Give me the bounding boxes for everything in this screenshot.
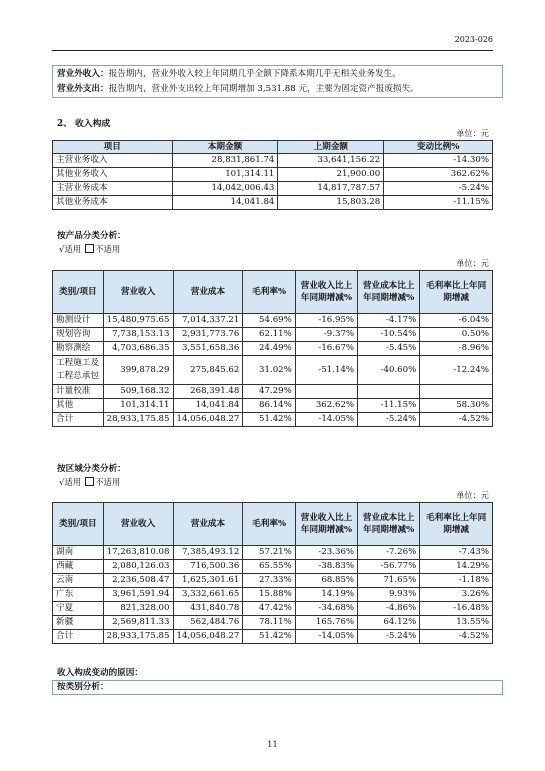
- value-cell: 28,831,861.74: [172, 154, 278, 168]
- table-header-row: [53, 141, 493, 154]
- table-row: [53, 616, 493, 630]
- value-cell: 0.50%: [420, 328, 493, 342]
- value-cell: -23.36%: [295, 546, 357, 560]
- table-row: [53, 182, 493, 196]
- column-header: 本期金额: [172, 141, 278, 154]
- value-cell: 2,080,126.03: [103, 560, 173, 574]
- value-cell: -8.96%: [420, 342, 493, 356]
- value-cell: -14.05%: [295, 413, 357, 427]
- value-cell: 21,900.00: [278, 168, 384, 182]
- value-cell: 268,391.48: [173, 385, 243, 399]
- row-label-cell: 新疆: [53, 616, 104, 630]
- value-cell: -5.24%: [358, 413, 420, 427]
- note-text: 报告期内，营业外收入较上年同期几乎全额下降系本期几乎无相关业务发生。: [108, 69, 401, 79]
- value-cell: -40.60%: [358, 356, 420, 385]
- row-label-cell: 合计: [53, 413, 104, 427]
- value-cell: 3.26%: [420, 588, 493, 602]
- unit-label: 单位：元: [456, 128, 489, 138]
- value-cell: 24.49%: [243, 342, 295, 356]
- value-cell: 2,569,811.33: [103, 616, 173, 630]
- applicability: [59, 243, 120, 255]
- row-label-cell: 规划咨询: [53, 328, 104, 342]
- unit-label: 单位：元: [456, 490, 489, 500]
- value-cell: 33,641,156.22: [278, 154, 384, 168]
- table-row: [53, 574, 493, 588]
- table-row: [53, 588, 493, 602]
- value-cell: 13.55%: [420, 616, 493, 630]
- table-row: [53, 342, 493, 356]
- row-label-cell: 勘察测绘: [53, 342, 104, 356]
- applicable-checked: √适用: [59, 244, 82, 254]
- table-row: [53, 413, 493, 427]
- value-cell: 101,314.11: [172, 168, 278, 182]
- value-cell: 7,385,493.12: [173, 546, 243, 560]
- value-cell: 65.55%: [243, 560, 295, 574]
- column-header: 项目: [53, 141, 173, 154]
- value-cell: 51.42%: [243, 413, 295, 427]
- value-cell: 28,933,175.85: [103, 413, 173, 427]
- note-label: 营业外支出：: [57, 83, 109, 94]
- value-cell: 431,840.78: [173, 602, 243, 616]
- table-row: [53, 630, 493, 644]
- applicable-checked: √适用: [59, 477, 82, 487]
- value-cell: 64.12%: [358, 616, 420, 630]
- column-header: 营业成本: [173, 271, 243, 314]
- value-cell: 86.14%: [243, 399, 295, 413]
- note-label: 营业外收入：: [57, 69, 109, 79]
- table-row: [53, 314, 493, 328]
- row-label-cell: 主营业务收入: [53, 154, 173, 168]
- table-row: [53, 399, 493, 413]
- table-row: [53, 546, 493, 560]
- value-cell: 362.62%: [295, 399, 357, 413]
- value-cell: 7,738,153.13: [103, 328, 173, 342]
- value-cell: -4.52%: [420, 413, 493, 427]
- checkbox-icon: [85, 477, 94, 486]
- table-header-row: [53, 271, 493, 314]
- value-cell: 14.29%: [420, 560, 493, 574]
- by-region-table: [52, 502, 493, 644]
- value-cell: 362.62%: [384, 168, 493, 182]
- section-by-region: 按区域分类分析：: [57, 464, 126, 474]
- column-header: 营业收入比上年同期增减%: [295, 503, 357, 546]
- value-cell: -38.83%: [295, 560, 357, 574]
- table-row: [53, 168, 493, 182]
- column-header: 变动比例%: [384, 141, 493, 154]
- value-cell: 1,625,301.61: [173, 574, 243, 588]
- value-cell: 3,961,591.94: [103, 588, 173, 602]
- value-cell: 14,041.84: [173, 399, 243, 413]
- table-header-row: [53, 503, 493, 546]
- value-cell: -5.45%: [358, 342, 420, 356]
- column-header: 营业收入比上年同期增减%: [295, 271, 357, 314]
- value-cell: 9.93%: [358, 588, 420, 602]
- row-label-cell: 计量校准: [53, 385, 104, 399]
- column-header: 毛利率比上年同期增减: [420, 271, 493, 314]
- value-cell: 62.11%: [243, 328, 295, 342]
- notes-box: [52, 65, 503, 98]
- row-label-cell: 勘测设计: [53, 314, 104, 328]
- table-row: [53, 385, 493, 399]
- value-cell: 275,845.62: [173, 356, 243, 385]
- value-cell: [420, 385, 493, 399]
- value-cell: 15,803.28: [278, 196, 384, 210]
- row-label-cell: 其他业务收入: [53, 168, 173, 182]
- value-cell: 399,878.29: [103, 356, 173, 385]
- value-cell: 54.69%: [243, 314, 295, 328]
- value-cell: 3,332,661.65: [173, 588, 243, 602]
- value-cell: -6.04%: [420, 314, 493, 328]
- value-cell: 14,042,006.43: [172, 182, 278, 196]
- value-cell: -14.05%: [295, 630, 357, 644]
- row-label-cell: 其他业务成本: [53, 196, 173, 210]
- value-cell: -4.52%: [420, 630, 493, 644]
- report-code: 2023-026: [454, 35, 493, 44]
- row-label-cell: 主营业务成本: [53, 182, 173, 196]
- row-label-cell: 西藏: [53, 560, 104, 574]
- value-cell: 821,328.00: [103, 602, 173, 616]
- column-header: 营业收入: [103, 271, 173, 314]
- value-cell: 15.88%: [243, 588, 295, 602]
- value-cell: 15,480,975.65: [103, 314, 173, 328]
- value-cell: 7,014,337.21: [173, 314, 243, 328]
- value-cell: -4.86%: [358, 602, 420, 616]
- value-cell: -56.77%: [358, 560, 420, 574]
- section-change-reason: 收入构成变动的原因：: [57, 668, 143, 678]
- applicability: [59, 476, 120, 488]
- by-category-bar: [52, 680, 503, 695]
- value-cell: 14.19%: [295, 588, 357, 602]
- value-cell: 562,484.76: [173, 616, 243, 630]
- value-cell: 716,500.36: [173, 560, 243, 574]
- value-cell: 31.02%: [243, 356, 295, 385]
- value-cell: 14,056,048.27: [173, 413, 243, 427]
- value-cell: 57.21%: [243, 546, 295, 560]
- note-text: 报告期内，营业外支出较上年同期增加 3,531.88 元，主要为固定资产报废损失。: [108, 83, 419, 94]
- not-applicable: 不适用: [95, 477, 121, 487]
- value-cell: 17,263,810.08: [103, 546, 173, 560]
- value-cell: -5.24%: [384, 182, 493, 196]
- value-cell: -9.37%: [295, 328, 357, 342]
- value-cell: -5.24%: [358, 630, 420, 644]
- table-row: [53, 328, 493, 342]
- value-cell: -14.30%: [384, 154, 493, 168]
- value-cell: 2,931,773.76: [173, 328, 243, 342]
- value-cell: -16.67%: [295, 342, 357, 356]
- income-structure-table: [52, 140, 493, 210]
- column-header: 营业成本比上年同期增减%: [358, 271, 420, 314]
- row-label-cell: 云南: [53, 574, 104, 588]
- note-nonoperating-income: [57, 67, 498, 82]
- column-header: 上期金额: [278, 141, 384, 154]
- row-label-cell: 湖南: [53, 546, 104, 560]
- section-by-product: 按产品分类分析：: [57, 231, 126, 241]
- header-rule: [52, 50, 493, 51]
- column-header: 类别/项目: [53, 503, 104, 546]
- table-row: [53, 602, 493, 616]
- value-cell: 2,236,508.47: [103, 574, 173, 588]
- page-number: 11: [267, 739, 278, 749]
- value-cell: -7.26%: [358, 546, 420, 560]
- value-cell: 14,041.84: [172, 196, 278, 210]
- value-cell: 4,703,686.35: [103, 342, 173, 356]
- value-cell: 3,551,658.36: [173, 342, 243, 356]
- not-applicable: 不适用: [95, 244, 121, 254]
- section-title: 2、 收入构成: [57, 119, 111, 129]
- value-cell: 47.42%: [243, 602, 295, 616]
- column-header: 类别/项目: [53, 271, 104, 314]
- value-cell: -16.95%: [295, 314, 357, 328]
- value-cell: 14,056,048.27: [173, 630, 243, 644]
- value-cell: -11.15%: [384, 196, 493, 210]
- row-label-cell: 宁夏: [53, 602, 104, 616]
- value-cell: [358, 385, 420, 399]
- value-cell: -34.68%: [295, 602, 357, 616]
- column-header: 毛利率%: [243, 503, 295, 546]
- column-header: 毛利率%: [243, 271, 295, 314]
- table-row: [53, 196, 493, 210]
- value-cell: 71.65%: [358, 574, 420, 588]
- value-cell: -4.17%: [358, 314, 420, 328]
- row-label-cell: 其他: [53, 399, 104, 413]
- value-cell: -10.54%: [358, 328, 420, 342]
- value-cell: 165.76%: [295, 616, 357, 630]
- unit-label: 单位：元: [456, 258, 489, 268]
- value-cell: -12.24%: [420, 356, 493, 385]
- value-cell: 27.33%: [243, 574, 295, 588]
- row-label-cell: 工程施工及工程总承包: [53, 356, 104, 385]
- column-header: 营业收入: [103, 503, 173, 546]
- row-label-cell: 广东: [53, 588, 104, 602]
- table-row: [53, 560, 493, 574]
- column-header: 营业成本比上年同期增减%: [358, 503, 420, 546]
- value-cell: 47.29%: [243, 385, 295, 399]
- checkbox-icon: [85, 244, 94, 253]
- by-category-label: 按类别分析：: [57, 682, 109, 692]
- value-cell: 509,168.32: [103, 385, 173, 399]
- value-cell: -7.43%: [420, 546, 493, 560]
- table-row: [53, 356, 493, 385]
- value-cell: -51.14%: [295, 356, 357, 385]
- column-header: 毛利率比上年同期增减: [420, 503, 493, 546]
- value-cell: [295, 385, 357, 399]
- table-row: [53, 154, 493, 168]
- note-nonoperating-expense: [57, 82, 498, 97]
- value-cell: 68.85%: [295, 574, 357, 588]
- row-label-cell: 合计: [53, 630, 104, 644]
- value-cell: 78.11%: [243, 616, 295, 630]
- value-cell: -1.18%: [420, 574, 493, 588]
- value-cell: 28,933,175.85: [103, 630, 173, 644]
- column-header: 营业成本: [173, 503, 243, 546]
- value-cell: 101,314.11: [103, 399, 173, 413]
- value-cell: 51.42%: [243, 630, 295, 644]
- value-cell: -16.48%: [420, 602, 493, 616]
- value-cell: -11.15%: [358, 399, 420, 413]
- by-product-table: [52, 270, 493, 427]
- value-cell: 58.30%: [420, 399, 493, 413]
- value-cell: 14,817,787.57: [278, 182, 384, 196]
